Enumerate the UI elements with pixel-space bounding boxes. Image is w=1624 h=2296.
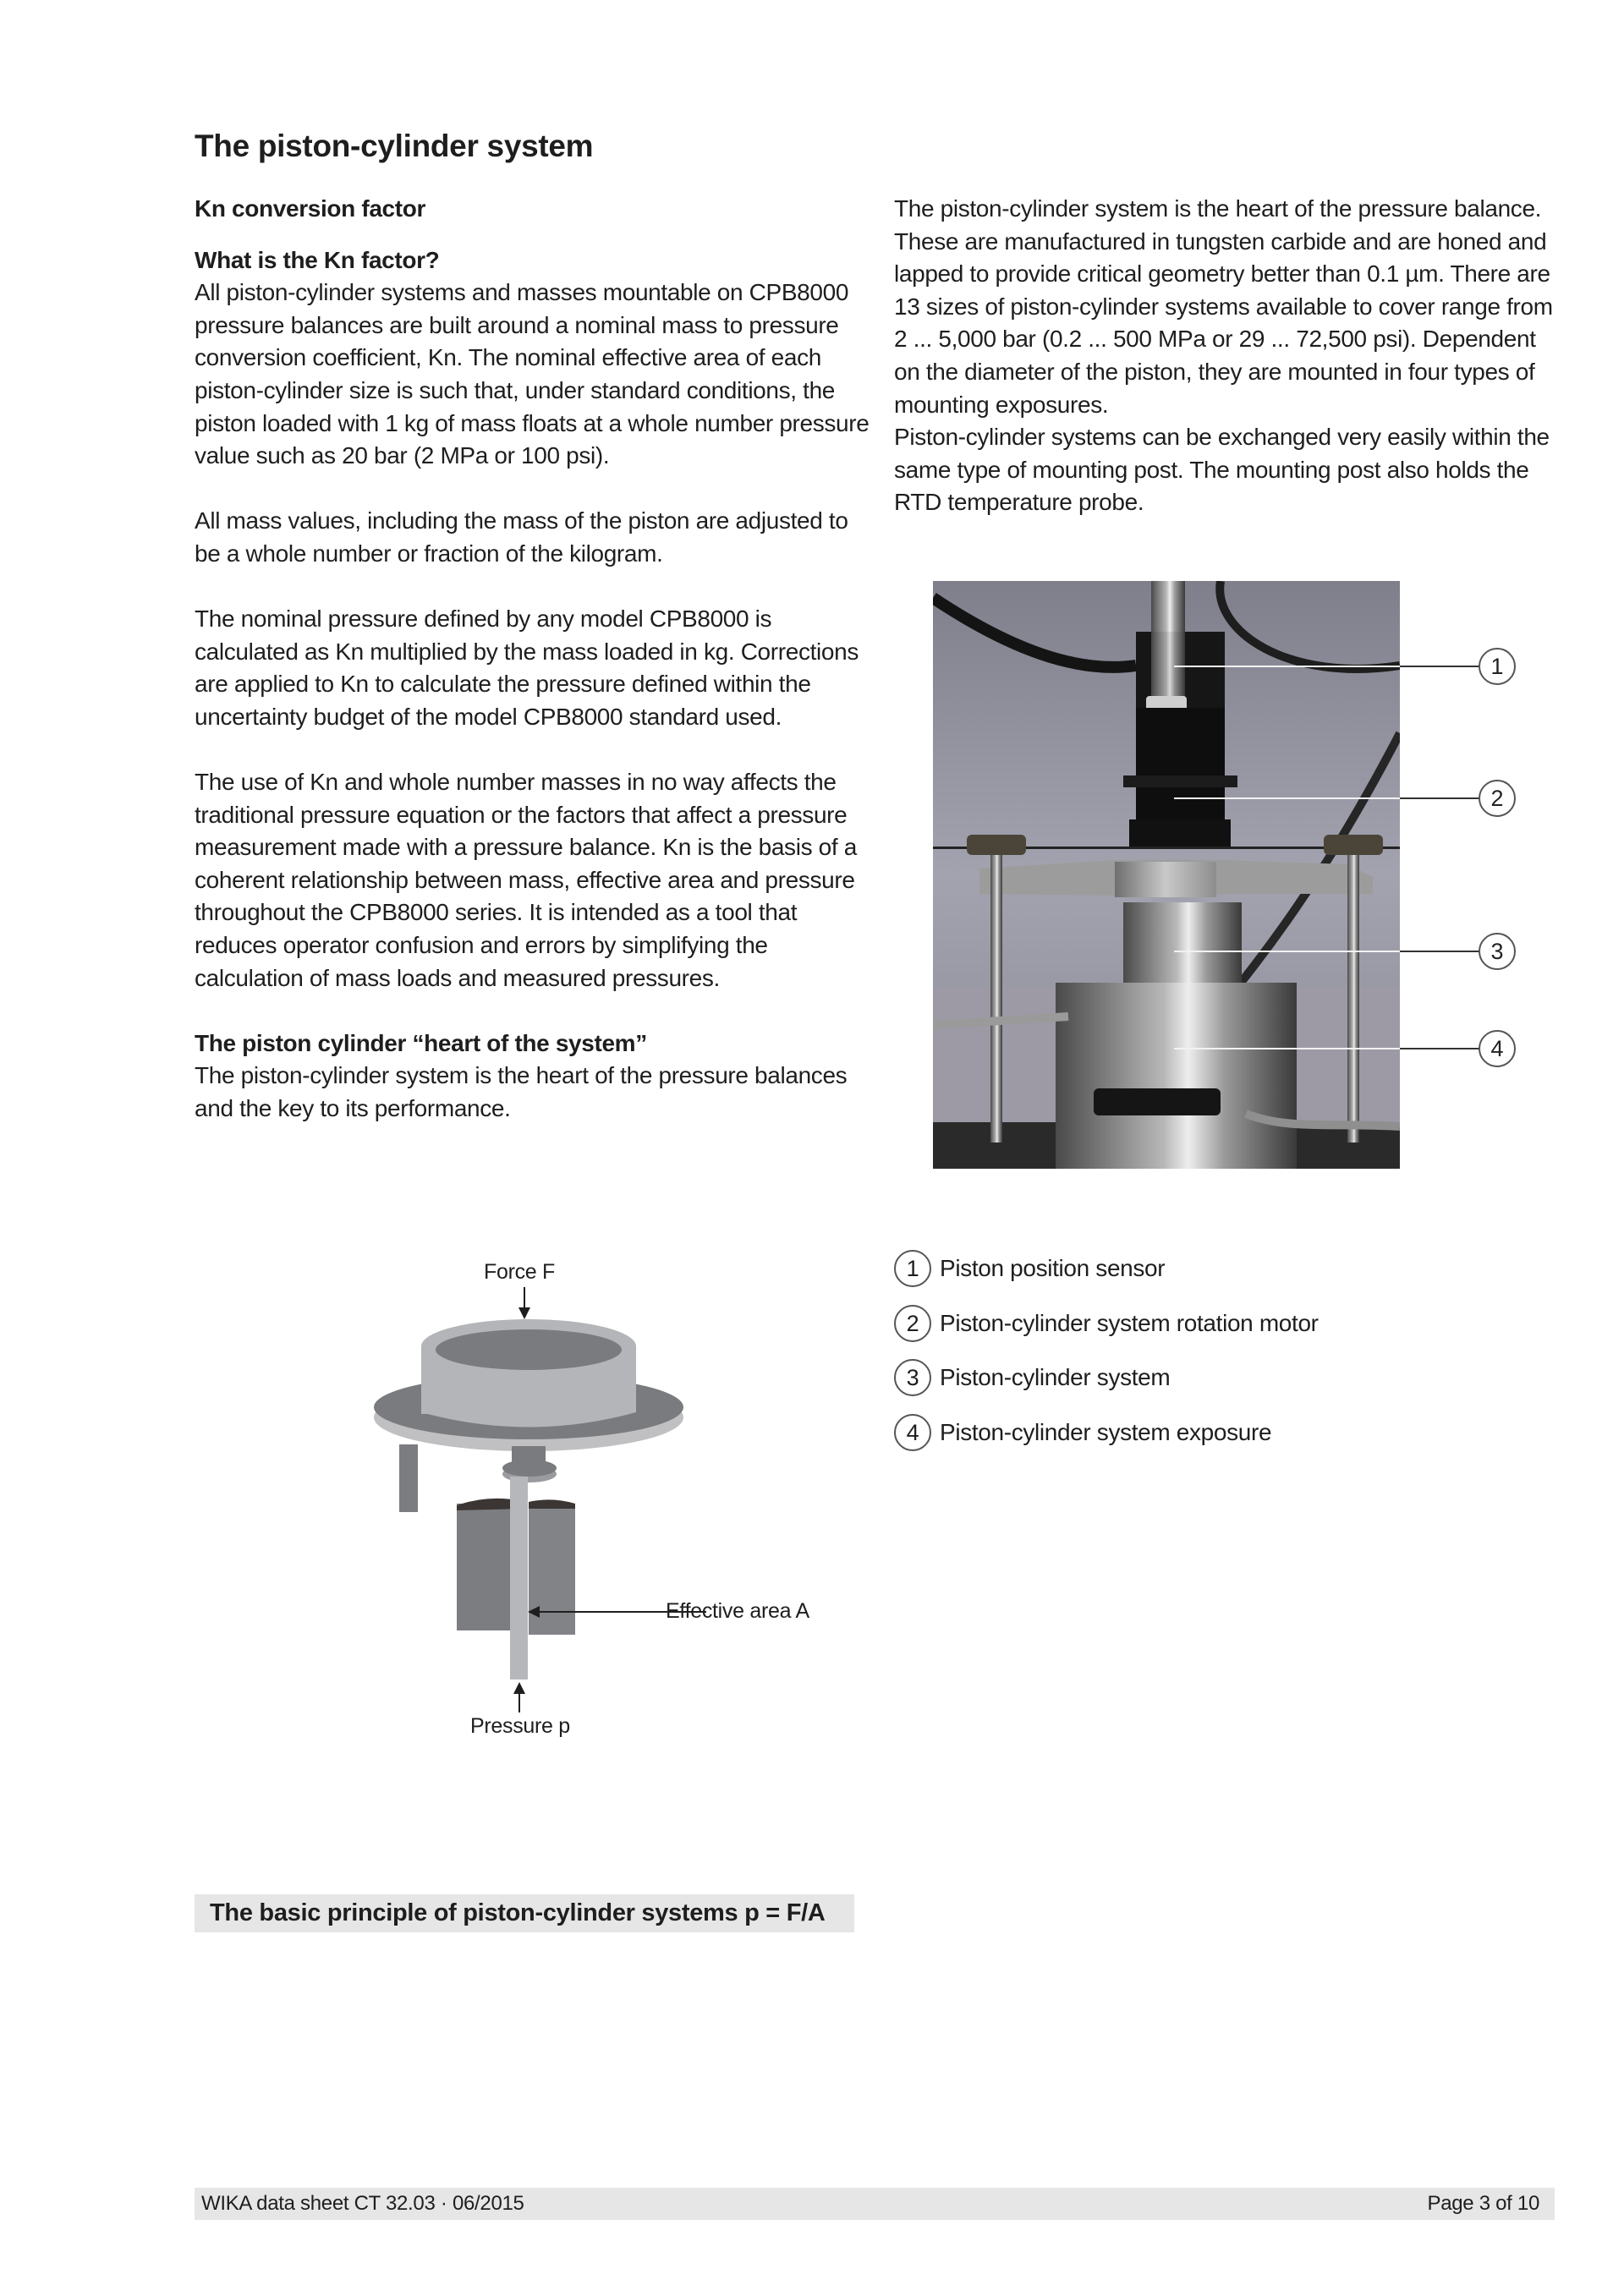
page-title: The piston-cylinder system xyxy=(195,129,594,163)
callout-line-4 xyxy=(1174,1048,1400,1049)
caption-text: The basic principle of piston-cylinder systems p = F/A xyxy=(210,1899,826,1926)
legend-label: Piston position sensor xyxy=(940,1255,1166,1281)
page-footer xyxy=(195,2188,1555,2220)
left-column xyxy=(195,193,871,1126)
subheading-heart-of-system: The piston cylinder “heart of the system” xyxy=(195,1029,647,1056)
callout-badge-1: 1 xyxy=(1479,648,1516,685)
paragraph-piston-cylinder-description: The piston-cylinder system is the heart of the pressure balance. These are manufactured in tungsten carbide and are honed and lapped to provide critical geometry better than 0.1 µm. There are 13 sizes of piston-cylinder systems available to cover range from 2 ... 5,000 bar (0.2 ... 500 MPa or 29 ... 72,500 psi). Dependent on the diameter of the piston, they are mounted in four types of mounting exposures. xyxy=(894,195,1553,418)
diagram-caption xyxy=(195,1894,854,1932)
callout-extension-1 xyxy=(1400,666,1480,667)
support-leg xyxy=(399,1444,418,1512)
paragraph-kn-usage: The use of Kn and whole number masses in no way affects the traditional pressure equation or the factors that affect a pressure measurement made with a pressure balance. Kn is the basis of a coherent relationship between mass, effective area and pressure throughout the CPB8000 series. It is intended as a tool that reduces operator confusion and errors by simplifying the calculation of mass loads and measured pressures. xyxy=(195,769,857,991)
legend-label: Piston-cylinder system rotation motor xyxy=(940,1309,1319,1336)
paragraph-nominal-pressure: The nominal pressure defined by any model CPB8000 is calculated as Kn multiplied by the mass loaded in kg. Corrections are applied to Kn to calculate the pressure defined within the uncertainty budget of the model CPB8000 standard used. xyxy=(195,606,859,730)
label-effective-area: Effective area A xyxy=(666,1599,809,1623)
legend-number-badge: 1 xyxy=(894,1250,931,1287)
pressure-arrow-head xyxy=(513,1682,525,1694)
label-pressure: Pressure p xyxy=(470,1714,570,1738)
callout-line-3 xyxy=(1174,951,1400,952)
piston-cylinder-photo xyxy=(933,581,1400,1169)
callout-line-1 xyxy=(1174,666,1400,667)
legend-item xyxy=(894,1359,1486,1396)
legend-number-badge: 2 xyxy=(894,1305,931,1342)
callout-extension-2 xyxy=(1400,797,1480,799)
paragraph-exchange: Piston-cylinder systems can be exchanged very easily within the same type of mounting post. The mounting post also holds the RTD temperature probe. xyxy=(894,424,1550,516)
legend-label: Piston-cylinder system exposure xyxy=(940,1418,1272,1445)
force-arrow-head xyxy=(518,1307,530,1319)
photo-illustration xyxy=(933,581,1400,1169)
callout-badge-4: 4 xyxy=(1479,1030,1516,1067)
legend-label: Piston-cylinder system xyxy=(940,1364,1171,1390)
legend-item xyxy=(894,1305,1486,1342)
cup-inner xyxy=(436,1329,622,1370)
paragraph-kn-definition: All piston-cylinder systems and masses mountable on CPB8000 pressure balances are built around a nominal mass to pressure conversion coefficient, Kn. The nominal effective area of each piston-cylinder size is such that, under standard conditions, the piston loaded with 1 kg of mass floats at a whole number pressure value such as 20 bar (2 MPa or 100 psi). xyxy=(195,279,870,469)
legend-item xyxy=(894,1250,1486,1287)
footer-document-id: WIKA data sheet CT 32.03 · 06/2015 xyxy=(201,2192,524,2215)
legend-number-badge: 4 xyxy=(894,1414,931,1451)
paragraph-mass-values: All mass values, including the mass of the piston are adjusted to be a whole number or fraction of the kilogram. xyxy=(195,507,848,567)
callout-badge-2: 2 xyxy=(1479,780,1516,817)
diagram-drawing xyxy=(321,1252,863,1860)
legend-item xyxy=(894,1414,1486,1451)
piston-cylinder-diagram xyxy=(321,1252,863,1860)
callout-extension-4 xyxy=(1400,1048,1480,1049)
footer-page-number: Page 3 of 10 xyxy=(1427,2192,1539,2215)
subheading-what-is-kn: What is the Kn factor? xyxy=(195,246,440,273)
paragraph-heart-of-system: The piston-cylinder system is the heart of the pressure balances and the key to its performance. xyxy=(195,1062,848,1122)
label-force: Force F xyxy=(484,1260,556,1284)
callout-extension-3 xyxy=(1400,951,1480,952)
legend-number-badge: 3 xyxy=(894,1359,931,1396)
right-column xyxy=(894,193,1562,519)
callout-badge-3: 3 xyxy=(1479,933,1516,970)
photo-legend xyxy=(894,1250,1486,1468)
section-heading-kn-conversion: Kn conversion factor xyxy=(195,195,426,222)
piston-rod xyxy=(510,1477,528,1680)
callout-line-2 xyxy=(1174,797,1400,799)
